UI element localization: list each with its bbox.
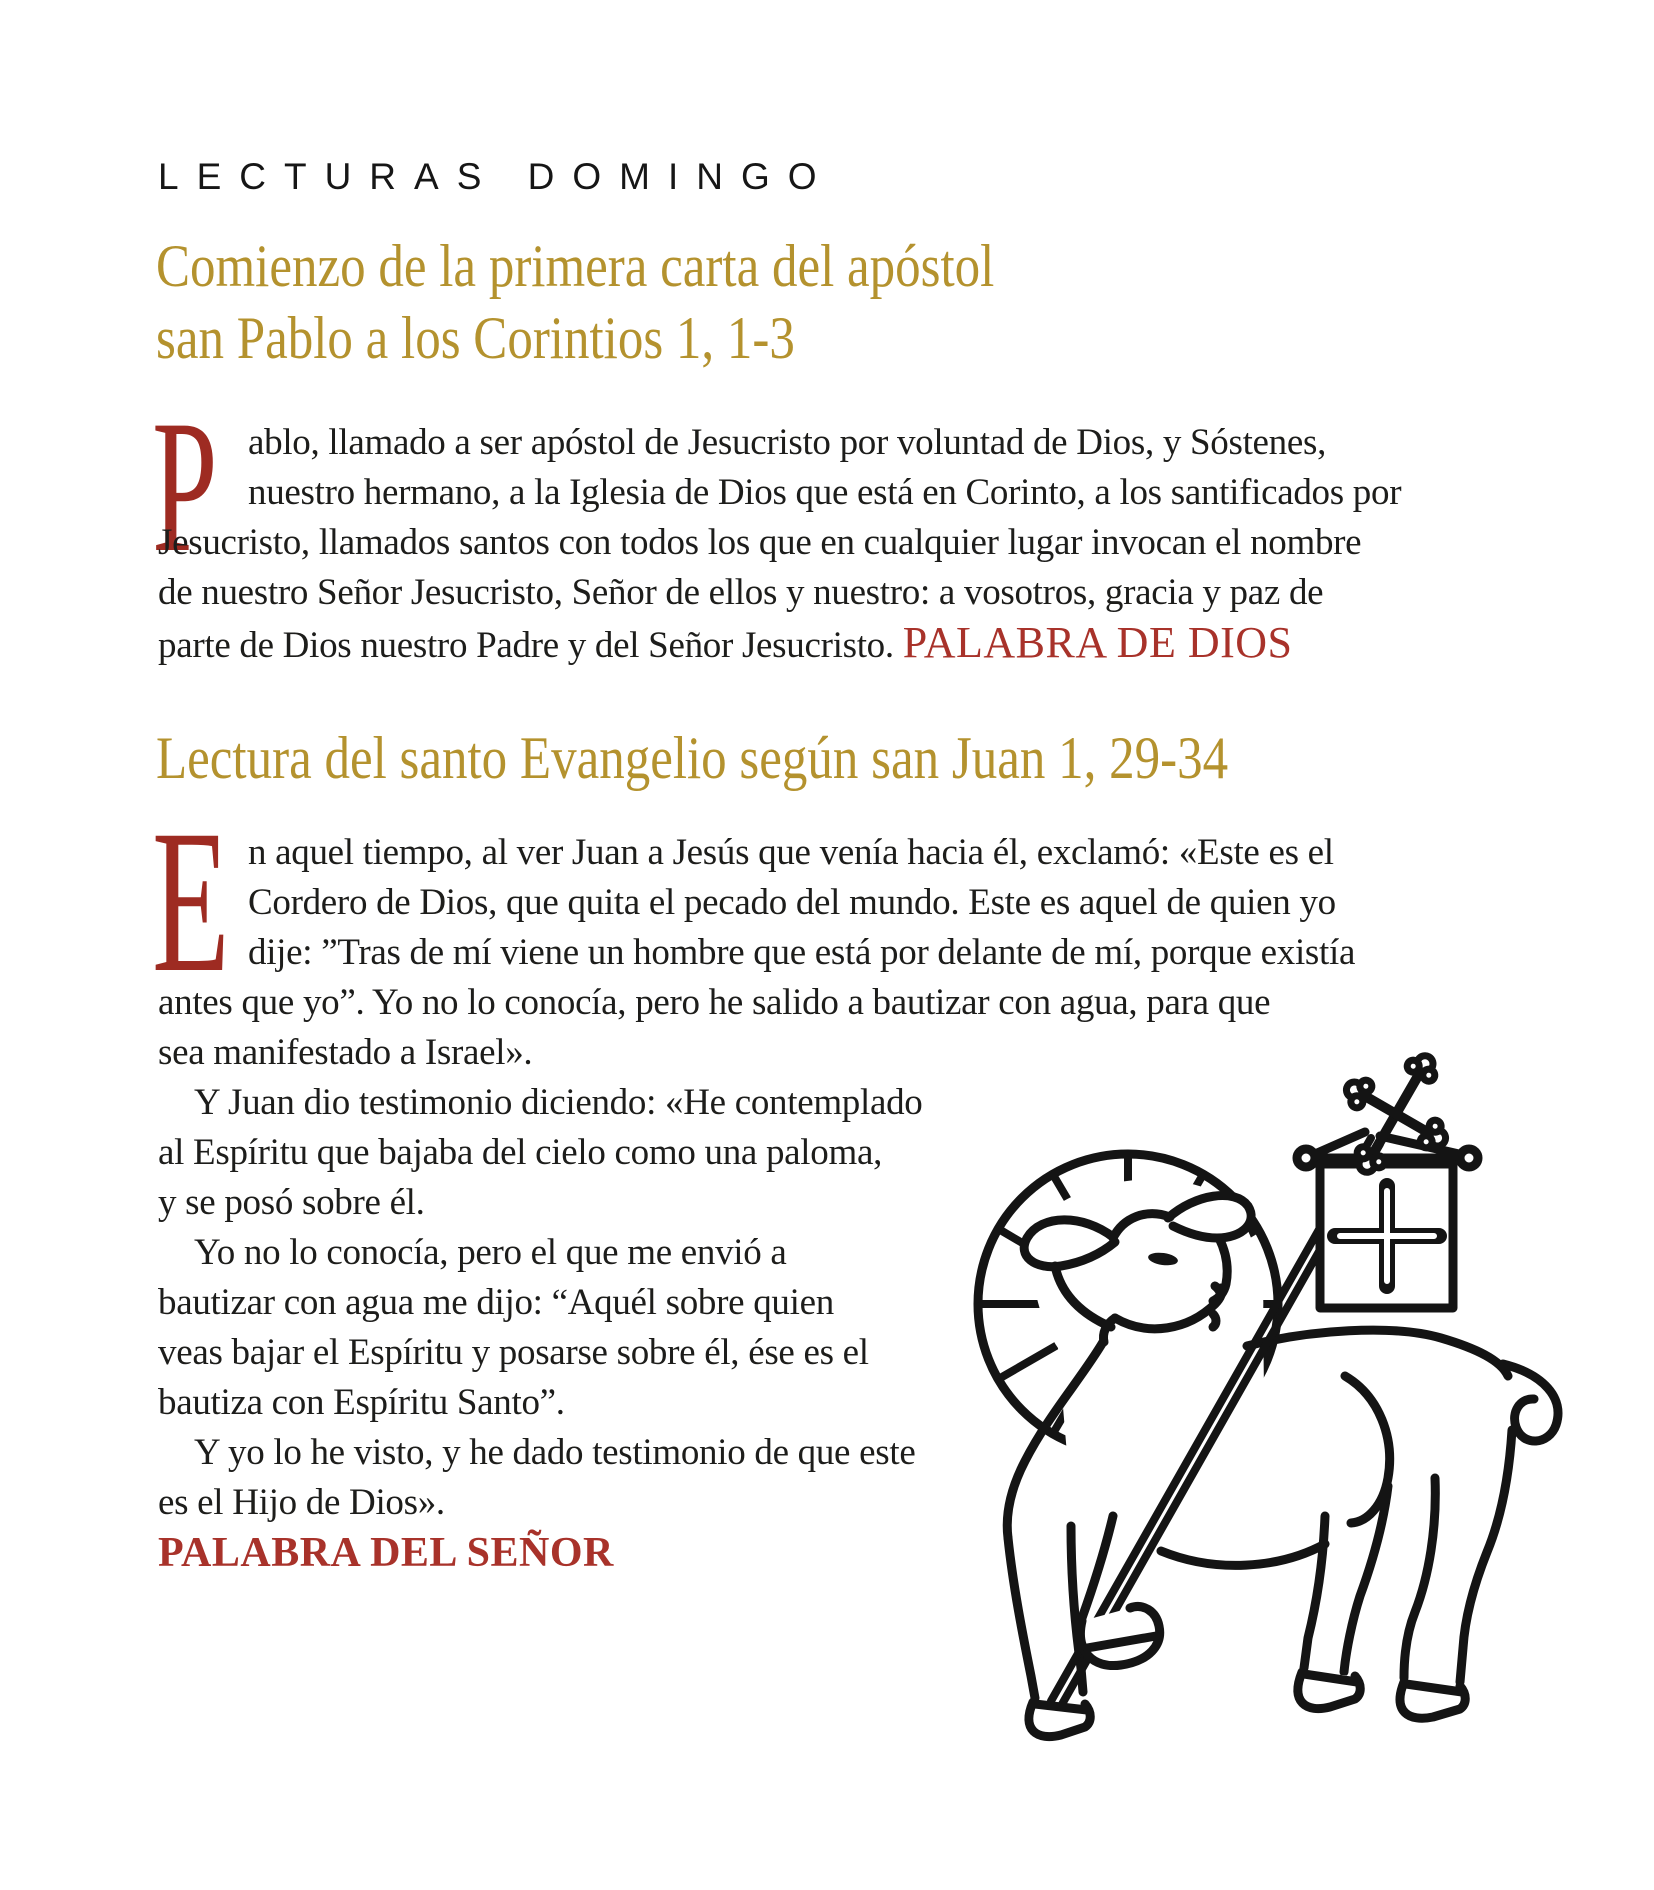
text-line: bautiza con Espíritu Santo”. [158, 1382, 565, 1423]
reading1-title-line1: Comienzo de la primera carta del apóstol [156, 233, 995, 299]
page-eyebrow-title: LECTURAS DOMINGO [158, 156, 835, 197]
text-line: ablo, llamado a ser apóstol de Jesucristo por voluntad de Dios, y Sóstenes, [248, 422, 1327, 463]
acclamation-inline: PALABRA DE DIOS [902, 618, 1293, 667]
text-line: parte de Dios nuestro Padre y del Señor Jesucristo. PALABRA DE DIOS [158, 618, 1293, 667]
text-line: de nuestro Señor Jesucristo, Señor de ellos y nuestro: a vosotros, gracia y paz de [158, 572, 1324, 613]
acclamation-line: PALABRA DEL SEÑOR [158, 1530, 614, 1576]
text-line: Jesucristo, llamados santos con todos los que en cualquier lugar invocan el nombre [158, 522, 1362, 563]
text-line: es el Hijo de Dios». [158, 1482, 445, 1523]
bent-front-leg [1080, 1607, 1159, 1666]
reading2-title [156, 722, 1228, 794]
reading2-title-line1: Lectura del santo Evangelio según san Juan 1, 29-34 [156, 725, 1229, 791]
text-line: nuestro hermano, a la Iglesia de Dios que está en Corinto, a los santificados por [248, 472, 1402, 513]
drop-cap-p: P [152, 382, 218, 592]
text-line: Y Juan dio testimonio diciendo: «He contemplado [194, 1082, 923, 1123]
text-line: Yo no lo conocía, pero el que me envió a [194, 1232, 787, 1273]
reading1-title-line2: san Pablo a los Corintios 1, 1-3 [156, 305, 795, 371]
text-line: al Espíritu que bajaba del cielo como una paloma, [158, 1132, 883, 1173]
text-line: Cordero de Dios, que quita el pecado del mundo. Este es aquel de quien yo [248, 882, 1336, 923]
text-line: Y yo lo he visto, y he dado testimonio de que este [194, 1432, 916, 1473]
drop-cap-e: E [152, 788, 230, 1015]
agnus-dei-illustration [963, 1046, 1633, 1746]
text-line: antes que yo”. Yo no lo conocía, pero he salido a bautizar con agua, para que [158, 982, 1271, 1023]
reading1-body [158, 418, 1401, 668]
text-line: sea manifestado a Israel». [158, 1032, 533, 1073]
text-line: n aquel tiempo, al ver Juan a Jesús que venía hacia él, exclamó: «Este es el [248, 832, 1334, 873]
text-line: dije: ”Tras de mí viene un hombre que está por delante de mí, porque existía [248, 932, 1356, 973]
text-line: veas bajar el Espíritu y posarse sobre él, ése es el [158, 1332, 869, 1373]
text-line: y se posó sobre él. [158, 1182, 425, 1223]
reading1-title [156, 230, 994, 374]
text-line: bautizar con agua me dijo: “Aquél sobre quien [158, 1282, 834, 1323]
